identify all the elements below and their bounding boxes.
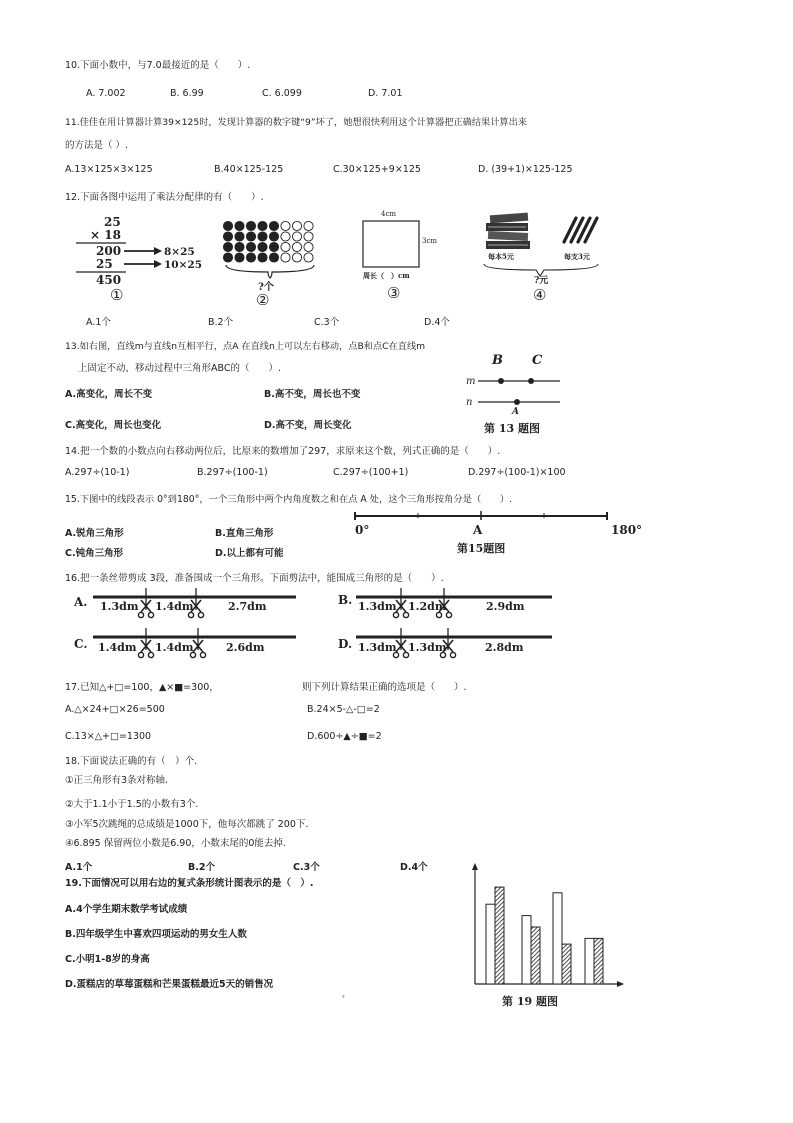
q11-option-c: C.30×125+9×125 [333, 164, 421, 175]
fig1-partial1: 200 [96, 244, 122, 258]
filled-dot [223, 242, 232, 251]
point-b-label: B [492, 353, 503, 368]
q19-bar-chart [462, 862, 627, 1010]
ribbon-a-seg2: 1.4dm [155, 600, 194, 613]
point-b [498, 378, 504, 384]
q15-option-c: C.钝角三角形 [65, 548, 124, 559]
fig1-factor2: × 18 [90, 228, 121, 242]
q17-option-d: D.600÷▲÷■=2 [307, 731, 382, 742]
bar-hatched-1 [495, 887, 504, 984]
q16-stem: 16.把一条丝带剪成 3段，准备围成一个三角形。下面剪法中，能围成三角形的是（ ）. [65, 573, 444, 584]
empty-dot [281, 242, 290, 251]
filled-dot [269, 232, 278, 241]
filled-dot [269, 221, 278, 230]
fig4-label-pens: 每支3元 [564, 252, 590, 261]
scissors-icon [138, 628, 153, 658]
q15-figure-caption: 第15题图 [457, 542, 506, 555]
q18-option-b: B.2个 [188, 862, 215, 873]
q17-option-c: C.13×△+□=1300 [65, 731, 152, 742]
filled-dot [258, 253, 267, 262]
q11-option-a: A.13×125×3×125 [65, 164, 153, 175]
q14-option-b: B.297÷(100-1) [197, 467, 268, 478]
q16-figure [68, 588, 568, 668]
fig1-arrow2-label: 10×25 [164, 259, 203, 271]
q17-stem-a: 17.已知△+□=100，▲×■=300， [65, 682, 219, 693]
empty-dot [304, 232, 313, 241]
point-a-label: A [512, 407, 519, 417]
ribbon-b-label: B. [338, 593, 353, 607]
q12-option-a: A.1个 [86, 317, 111, 328]
q11-stem-line1: 11.佳佳在用计算器计算39×125时，发现计算器的数字键“9”坏了，她想很快利用这个计算器把正确结果计算出来 [65, 117, 527, 128]
q17-stem-b: 则下列计算结果正确的选项是（ ）. [302, 682, 467, 693]
q10-stem: 10.下面小数中，与7.0最接近的是（ ）. [65, 60, 251, 71]
filled-dot [223, 232, 232, 241]
fig1-factor1: 25 [104, 215, 121, 229]
q13-option-d: D.高不变，周长变化 [264, 420, 352, 431]
bar-hatched-4 [594, 938, 603, 984]
fig1-arrow1-label: 8×25 [164, 246, 195, 258]
pens-icon [564, 218, 597, 242]
ribbon-c-label: C. [74, 637, 88, 651]
filled-dot [246, 221, 255, 230]
ribbon-c-seg3: 2.6dm [226, 641, 265, 654]
empty-dot [304, 221, 313, 230]
bar-hatched-3 [562, 944, 571, 984]
fig4-mark: ④ [533, 286, 547, 304]
q18-stem: 18.下面说法正确的有（ ）个. [65, 756, 198, 767]
q13-option-a: A.高变化，周长不变 [65, 389, 153, 400]
q12-figure-3 [355, 207, 450, 305]
ribbon-d-label: D. [338, 637, 353, 651]
q15-option-a: A.锐角三角形 [65, 528, 124, 539]
q10-option-c: C. 6.099 [262, 88, 302, 99]
ribbon-b-seg1: 1.3dm [358, 600, 397, 613]
q13-option-c: C.高变化，周长也变化 [65, 420, 162, 431]
q19-stem: 19.下面情况可以用右边的复式条形统计图表示的是（ ）. [65, 878, 314, 889]
filled-dot [258, 232, 267, 241]
empty-dot [281, 253, 290, 262]
q17-option-a: A.△×24+□×26=500 [65, 704, 165, 715]
q13-figure-caption: 第 13 题图 [484, 422, 540, 435]
bar-hatched-2 [531, 927, 540, 984]
q18-option-c: C.3个 [293, 862, 320, 873]
q12-figure-1 [66, 210, 216, 305]
q18-option-d: D.4个 [400, 862, 428, 873]
ribbon-c-seg2: 1.4dm [155, 641, 194, 654]
filled-dot [246, 253, 255, 262]
q15-stem: 15.下图中的线段表示 0°到180°，一个三角形中两个内角度数之和在点 A 处，这个三角形按角分是（ ）. [65, 494, 513, 505]
empty-dot [304, 253, 313, 262]
fig3-rectangle [363, 221, 419, 267]
q19-option-a: A.4个学生期末数学考试成绩 [65, 904, 188, 915]
q18-item-2: ②大于1.1小于1.5的小数有3个. [65, 799, 199, 810]
dot-array [223, 221, 313, 262]
empty-dot [281, 232, 290, 241]
point-c [528, 378, 534, 384]
ribbon-c-seg1: 1.4dm [98, 641, 137, 654]
q12-option-d: D.4个 [424, 317, 450, 328]
fig1-sum: 450 [96, 273, 122, 287]
ribbon-a-seg1: 1.3dm [100, 600, 139, 613]
filled-dot [269, 242, 278, 251]
empty-dot [292, 232, 301, 241]
ribbon-a-seg3: 2.7dm [228, 600, 267, 613]
q19-option-b: B.四年级学生中喜欢四项运动的男女生人数 [65, 929, 247, 940]
q13-stem-line1: 13.如右图，直线m与直线n互相平行，点A 在直线n上可以左右移动，点B和点C在直线m [65, 341, 426, 352]
q19-figure-caption: 第 19 题图 [502, 995, 558, 1008]
point-c-label: C [532, 353, 543, 368]
q11-option-b: B.40×125-125 [214, 164, 284, 175]
ribbon-b-seg3: 2.9dm [486, 600, 525, 613]
bar-white-1 [486, 904, 495, 984]
line-m-label: m [466, 376, 476, 387]
q14-option-a: A.297÷(10-1) [65, 467, 130, 478]
bar-white-4 [585, 938, 594, 984]
q14-option-c: C.297÷(100+1) [333, 467, 409, 478]
q17-option-b: B.24×5-△-□=2 [307, 704, 380, 715]
empty-dot [292, 242, 301, 251]
segment-left-label: 0° [355, 523, 370, 537]
page-number: ² [342, 994, 345, 1002]
filled-dot [235, 221, 244, 230]
ribbon-d-seg2: 1.3dm [408, 641, 447, 654]
filled-dot [246, 242, 255, 251]
filled-dot [235, 253, 244, 262]
bar-white-2 [522, 916, 531, 984]
ribbon-d-seg1: 1.3dm [358, 641, 397, 654]
fig3-width: 4cm [381, 210, 397, 218]
bar-white-3 [553, 893, 562, 984]
q18-item-4: ④6.895 保留两位小数是6.90，小数末尾的0能去掉. [65, 838, 286, 849]
filled-dot [246, 232, 255, 241]
q13-option-b: B.高不变，周长也不变 [264, 389, 361, 400]
filled-dot [235, 242, 244, 251]
filled-dot [269, 253, 278, 262]
q12-option-c: C.3个 [314, 317, 340, 328]
filled-dot [258, 221, 267, 230]
empty-dot [292, 253, 301, 262]
q19-option-c: C.小明1-8岁的身高 [65, 954, 150, 965]
ribbon-d-seg3: 2.8dm [485, 641, 524, 654]
point-a [514, 399, 520, 405]
q18-item-1: ①正三角形有3条对称轴. [65, 775, 169, 786]
fig2-mark: ② [256, 291, 270, 305]
filled-dot [223, 253, 232, 262]
q12-stem: 12.下面各图中运用了乘法分配律的有（ ）. [65, 192, 264, 203]
line-n-label: n [466, 397, 473, 408]
fig4-question: ?元 [534, 276, 549, 286]
fig4-label-books: 每本5元 [488, 252, 514, 261]
q11-option-d: D. (39+1)×125-125 [478, 164, 573, 175]
empty-dot [304, 242, 313, 251]
q18-item-3: ③小军5次跳绳的总成绩是1000下，他每次都跳了 200下. [65, 819, 309, 830]
q15-figure [345, 506, 645, 558]
segment-point-a: A [473, 523, 483, 537]
q12-figure-4 [480, 206, 605, 306]
q14-option-d: D.297÷(100-1)×100 [468, 467, 566, 478]
fig2-question: ?个 [258, 282, 274, 293]
books-icon [486, 213, 530, 249]
q10-option-d: D. 7.01 [368, 88, 403, 99]
filled-dot [223, 221, 232, 230]
fig1-mark: ① [110, 286, 124, 304]
q15-option-b: B.直角三角形 [215, 528, 274, 539]
empty-dot [281, 221, 290, 230]
filled-dot [258, 242, 267, 251]
segment-right-label: 180° [611, 523, 643, 537]
q12-option-b: B.2个 [208, 317, 234, 328]
fig3-mark: ③ [387, 284, 401, 302]
q10-option-b: B. 6.99 [170, 88, 204, 99]
scissors-icon [138, 588, 153, 618]
q14-stem: 14.把一个数的小数点向右移动两位后，比原来的数增加了297，求原来这个数，列式正确的是（ ）. [65, 446, 501, 457]
q11-stem-line2: 的方法是（ ）. [65, 140, 129, 151]
q10-option-a: A. 7.002 [86, 88, 126, 99]
ribbon-b-seg2: 1.2dm [408, 600, 447, 613]
empty-dot [292, 221, 301, 230]
q13-stem-line2: 上固定不动，移动过程中三角形ABC的（ ）. [78, 363, 282, 374]
ribbon-a-label: A. [74, 595, 88, 609]
q15-option-d: D.以上都有可能 [215, 548, 284, 559]
q12-figure-2 [220, 220, 320, 305]
q13-figure [462, 350, 572, 440]
fig3-perimeter: 周长（ ）cm [363, 271, 410, 280]
fig1-partial2: 25 [96, 257, 113, 271]
q18-option-a: A.1个 [65, 862, 93, 873]
fig3-height: 3cm [422, 237, 438, 245]
q19-option-d: D.蛋糕店的草莓蛋糕和芒果蛋糕最近5天的销售况 [65, 979, 274, 990]
filled-dot [235, 232, 244, 241]
